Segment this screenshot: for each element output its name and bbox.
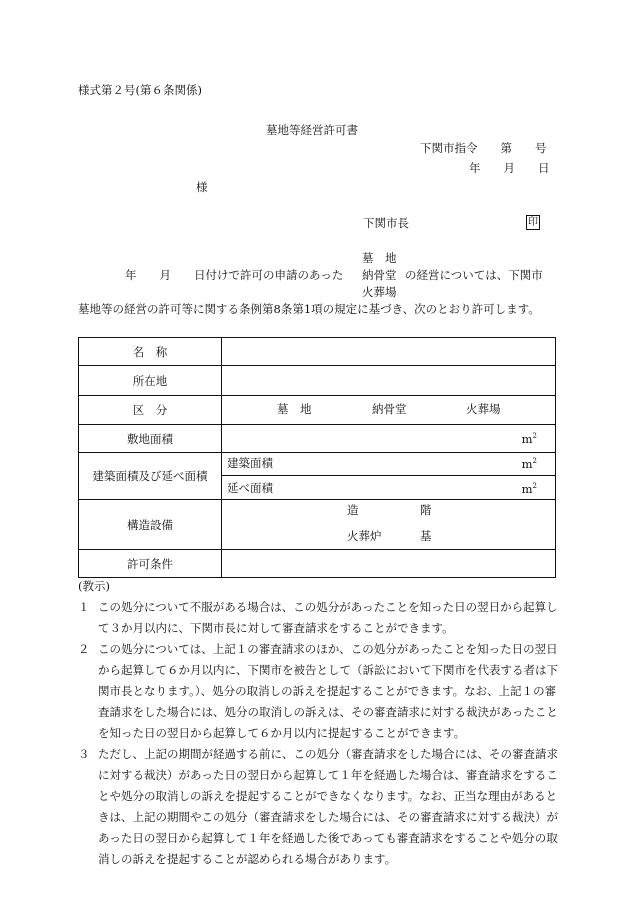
category-option-cemetery: 墓 地 xyxy=(277,402,312,416)
category-option-crematorium: 火葬場 xyxy=(466,402,501,416)
instruction-text: ただし、上記の期間が経過する前に、この処分（審査請求をした場合には、その審査請求に対する裁決）があった日の翌日から起算して１年を経過した場合は、審査請求をすることや処分の取消しの訴えを提起することができなくなります。なお、正当な理由があるときは、上記の期間やこの処分（審査請求をした場合には、その審査請求に対する裁決）があった日の翌日から起算して１年を経過した後であっても審査請求をすることや処分の取消しの訴えを提起することが認められる場合があります。 xyxy=(98,747,558,866)
unit-m: m xyxy=(521,481,533,496)
structure-label: 構造設備 xyxy=(79,500,222,550)
building-divider xyxy=(222,475,555,476)
unit-exponent: 2 xyxy=(532,482,537,490)
furnace-label: 火葬炉 xyxy=(347,529,382,543)
body-option-ossuary: 納骨堂 xyxy=(362,268,397,282)
name-label: 名 称 xyxy=(79,338,222,366)
body-line-2: 墓地等の経営の許可等に関する条例第8条第1項の規定に基づき、次のとおり許可します。 xyxy=(78,302,540,316)
row-name xyxy=(79,338,556,366)
row-location xyxy=(79,366,556,396)
location-label: 所在地 xyxy=(79,366,222,396)
instruction-item xyxy=(78,639,558,744)
building-value xyxy=(222,453,556,500)
row-conditions xyxy=(79,550,556,578)
permit-table xyxy=(78,337,556,578)
instruction-number: ３ xyxy=(78,747,90,761)
row-structure xyxy=(79,500,556,550)
instruction-number: １ xyxy=(78,600,90,614)
unit-exponent: 2 xyxy=(532,457,537,465)
site-area-label: 敷地面積 xyxy=(79,425,222,453)
category-option-ossuary: 納骨堂 xyxy=(372,402,407,416)
row-site-area xyxy=(79,425,556,453)
category-value xyxy=(222,396,556,425)
unit-m: m xyxy=(521,431,533,446)
instruction-number: ２ xyxy=(78,642,90,656)
conditions-label: 許可条件 xyxy=(79,550,222,578)
location-value xyxy=(222,366,556,396)
structure-value xyxy=(222,500,556,550)
instruction-item xyxy=(78,744,558,870)
conditions-value xyxy=(222,550,556,578)
structure-type-label: 造 xyxy=(347,503,359,517)
instructions-section xyxy=(78,576,558,870)
furnace-unit-label: 基 xyxy=(420,529,432,543)
issue-date: 年 月 日 xyxy=(469,161,550,175)
name-value xyxy=(222,338,556,366)
row-category xyxy=(79,396,556,425)
document-number: 下関市指令 第 号 xyxy=(420,141,547,155)
floor-area-unit xyxy=(522,482,537,497)
body-after-options: の経営については、下関市 xyxy=(405,268,543,282)
floor-area-label: 延べ面積 xyxy=(227,481,273,495)
body-date-text: 年 月 日付けで許可の申請のあった xyxy=(125,268,344,282)
building-area-unit xyxy=(522,457,537,472)
instruction-text: この処分について不服がある場合は、この処分があったことを知った日の翌日から起算して３か月以内に、下関市長に対して審査請求をすることができます。 xyxy=(98,600,558,635)
site-area-value xyxy=(222,425,556,453)
seal-text: 印 xyxy=(528,217,538,228)
building-area-label: 建築面積 xyxy=(227,456,273,470)
unit-exponent: 2 xyxy=(532,432,537,440)
category-label: 区 分 xyxy=(79,396,222,425)
recipient-honorific: 様 xyxy=(196,180,208,194)
instruction-item xyxy=(78,597,558,639)
issuer-name: 下関市長 xyxy=(363,216,409,230)
instructions-heading: (教示) xyxy=(78,579,110,593)
instruction-text: この処分については、上記１の審査請求のほか、この処分があったことを知った日の翌日から起算して６か月以内に、下関市を被告として（訴訟において下関市を代表する者は下関市長となります。）、処分の取消しの訴えを提起することができます。なお、上記１の審査請求をした場合には、処分の取消しの訴えは、その審査請求に対する裁決があったことを知った日の翌日から起算して６か月以内に提起することができます。 xyxy=(98,642,558,740)
floors-label: 階 xyxy=(420,503,432,517)
unit-m: m xyxy=(521,456,533,471)
row-building xyxy=(79,453,556,500)
form-reference: 様式第２号(第６条関係) xyxy=(78,83,202,97)
seal-mark xyxy=(526,215,540,230)
site-area-unit xyxy=(522,432,537,447)
body-option-crematorium: 火葬場 xyxy=(362,285,397,299)
document-title: 墓地等経営許可書 xyxy=(266,123,358,137)
building-label: 建築面積及び延べ面積 xyxy=(79,453,222,500)
body-option-cemetery: 墓 地 xyxy=(362,251,397,265)
